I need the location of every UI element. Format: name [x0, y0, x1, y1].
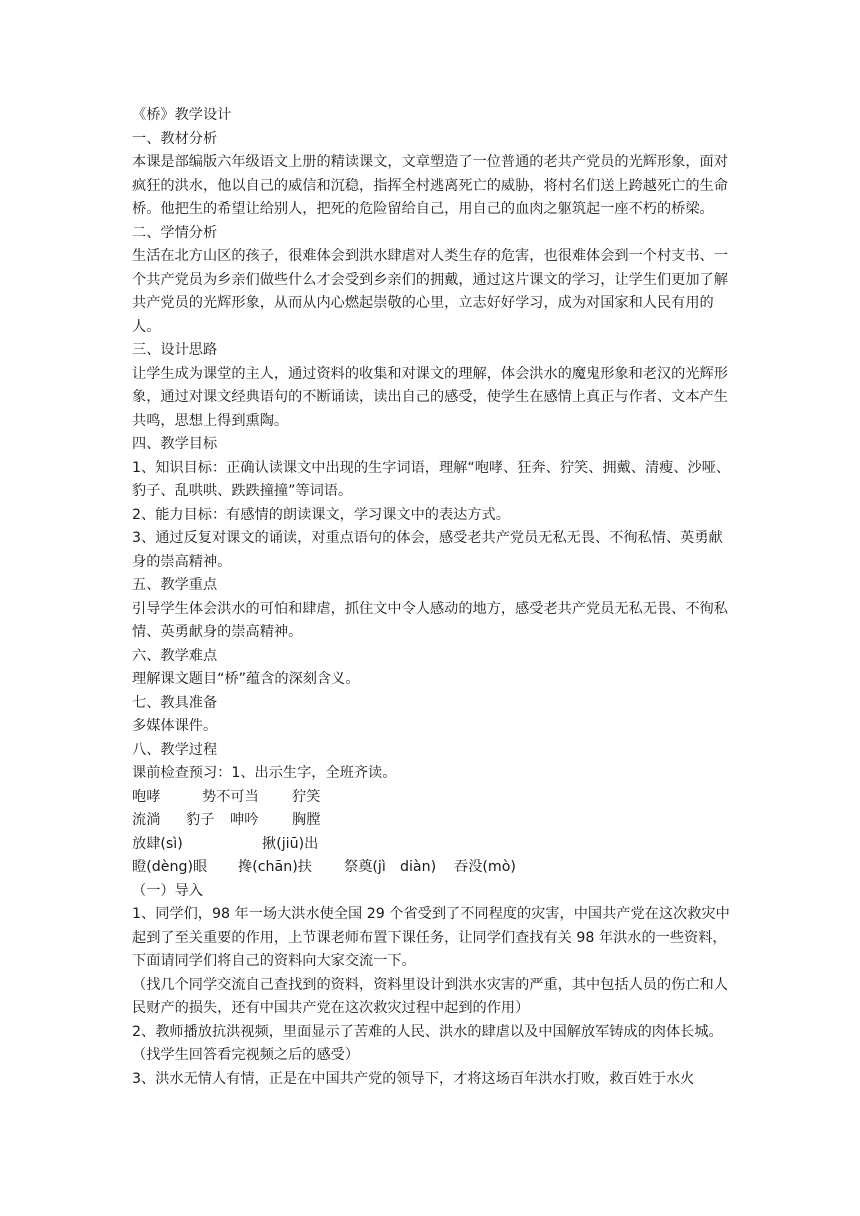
vocab-word: 呻吟 — [230, 812, 259, 828]
paragraph: 2、教师播放抗洪视频，里面显示了苦难的人民、洪水的肆虐以及中国解放军铸成的肉体长城。 — [132, 1023, 723, 1040]
section-heading: 三、设计思路 — [132, 342, 218, 358]
vocab-word: 流淌 — [132, 812, 161, 828]
section-heading: 一、教材分析 — [132, 130, 218, 147]
goal-item: 1、知识目标：正确认读课文中出现的生字词语，理解“咆哮、狂奔、狞笑、拥戴、清瘦、沙哑、豹子、乱哄哄、跌跌撞撞”等词语。 — [132, 459, 731, 499]
paragraph: 1、同学们，98 年一场大洪水使全国 29 个省受到了不同程度的灾害，中国共产党在这次救灾中起到了至关重要的作用，上节课老师布置下课任务，让同学们查找有关 98 年洪水的一些资料，下面请同学们将自己的资料向大家交流一下。 — [132, 906, 730, 969]
subsection-heading: （一）导入 — [132, 882, 203, 899]
vocab-word: 吞没(mò) — [454, 859, 516, 875]
section-heading: 六、教学难点 — [132, 647, 218, 664]
vocab-word: 咆哮 — [132, 788, 161, 805]
paragraph: 生活在北方山区的孩子，很难体会到洪水肆虐对人类生存的危害，也很难体会到一个村支书、一个共产党员为乡亲们做些什么才会受到乡亲们的拥戴，通过这片课文的学习，让学生们更加了解共产党员的光辉形象，从而从内心燃起崇敬的心里，立志好好学习，成为对国家和人民有用的人。 — [132, 248, 728, 335]
vocab-row — [132, 856, 736, 880]
vocab-word: 瞪(dèng)眼 — [132, 859, 208, 875]
document-body — [132, 104, 736, 1091]
section-heading: 四、教学目标 — [132, 436, 218, 452]
vocab-word: 祭奠(jì diàn) — [344, 859, 437, 875]
section-heading: 七、教具准备 — [132, 694, 218, 711]
note-paragraph: （找几个同学交流自己查找到的资料，资料里设计到洪水灾害的严重，其中包括人员的伤亡和人民财产的损失，还有中国共产党在这次救灾过程中起到的作用） — [132, 976, 728, 1016]
vocab-word: 狞笑 — [292, 788, 321, 805]
paragraph: 3、洪水无情人有情，正是在中国共产党的领导下，才将这场百年洪水打败，救百姓于水火 — [132, 1070, 695, 1087]
section-heading: 八、教学过程 — [132, 741, 218, 758]
paragraph: 让学生成为课堂的主人，通过资料的收集和对课文的理解，体会洪水的魔鬼形象和老汉的光辉形象，通过对课文经典语句的不断诵读，读出自己的感受，使学生在感情上真正与作者、文本产生共鸣，思想上得到熏陶。 — [132, 365, 728, 429]
section-heading: 五、教学重点 — [132, 577, 218, 593]
doc-title: 《桥》教学设计 — [132, 107, 232, 123]
vocab-word: 势不可当 — [202, 788, 259, 805]
note-paragraph: （找学生回答看完视频之后的感受） — [132, 1047, 360, 1063]
vocab-row — [132, 786, 736, 810]
section-heading: 二、学情分析 — [132, 224, 218, 241]
vocab-word: 揪(jiū)出 — [262, 835, 319, 852]
paragraph: 理解课文题目“桥”蕴含的深刻含义。 — [132, 671, 360, 687]
vocab-row — [132, 833, 736, 857]
vocab-word: 放肆(sì) — [132, 835, 183, 852]
paragraph: 本课是部编版六年级语文上册的精读课文，文章塑造了一位普通的老共产党员的光辉形象，面对疯狂的洪水，他以自己的威信和沉稳，指挥全村逃离死亡的威胁，将村名们送上跨越死亡的生命桥。他把生的希望让给别人，把死的危险留给自己，用自己的血肉之躯筑起一座不朽的桥梁。 — [132, 154, 728, 217]
vocab-row — [132, 809, 736, 833]
paragraph: 多媒体课件。 — [132, 718, 218, 734]
paragraph: 引导学生体会洪水的可怕和肆虐，抓住文中令人感动的地方，感受老共产党员无私无畏、不徇私情、英勇献身的崇高精神。 — [132, 600, 728, 640]
goal-item: 3、通过反复对课文的诵读，对重点语句的体会，感受老共产党员无私无畏、不徇私情、英勇献身的崇高精神。 — [132, 530, 723, 570]
goal-item: 2、能力目标：有感情的朗读课文，学习课文中的表达方式。 — [132, 506, 510, 523]
paragraph: 课前检查预习：1、出示生字，全班齐读。 — [132, 765, 397, 781]
vocab-word: 胸膛 — [292, 812, 321, 828]
vocab-word: 搀(chān)扶 — [238, 859, 312, 875]
vocab-word: 豹子 — [186, 812, 215, 828]
